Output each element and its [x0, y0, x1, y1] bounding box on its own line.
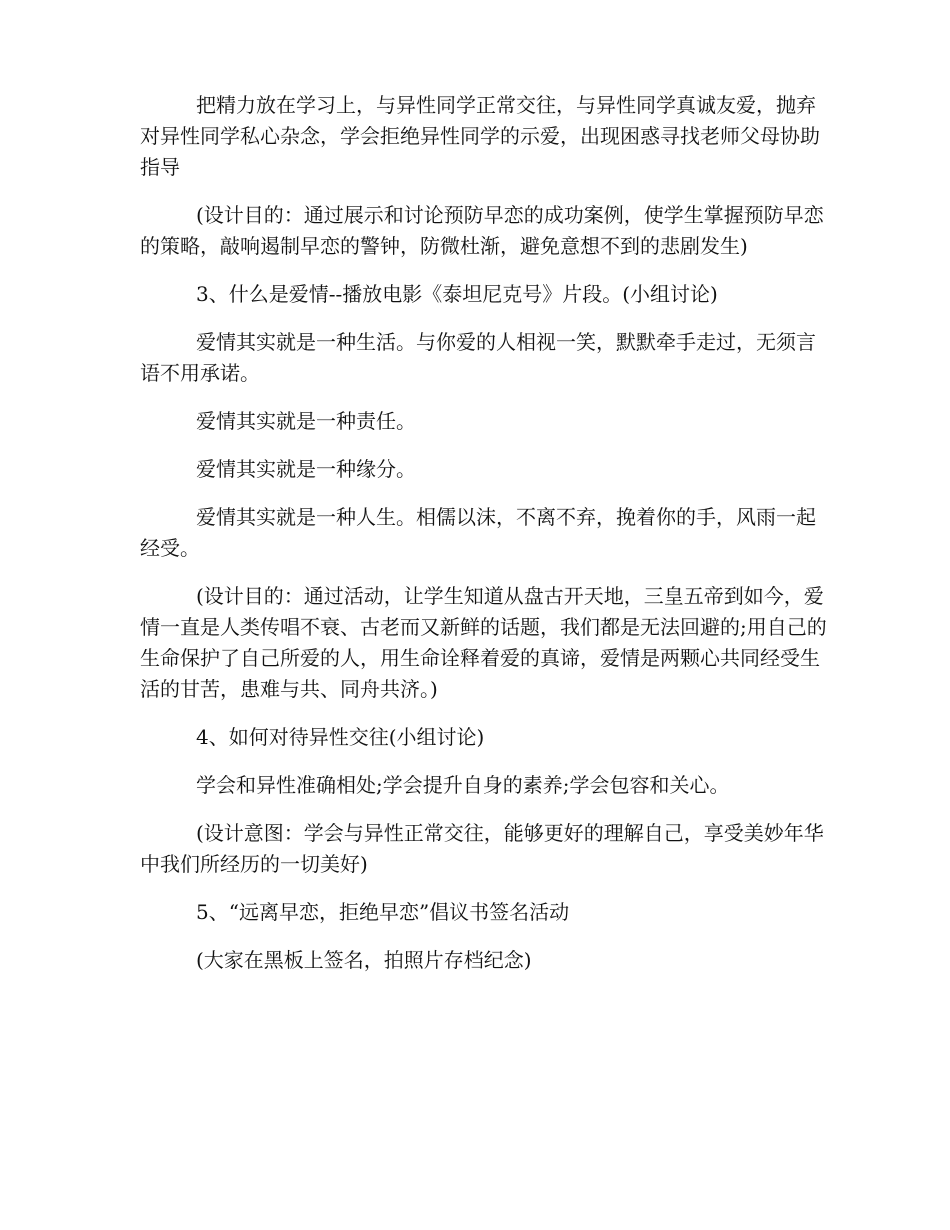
paragraph-8-design-purpose: (设计目的：通过活动，让学生知道从盘古开天地，三皇五帝到如今，爱情一直是人类传唱不衰、古老而又新鲜的话题，我们都是无法回避的;用自己的生命保护了自己所爱的人，用生命诠释着爱的真谛，爱情是两颗心共同经受生活的甘苦，患难与共、同舟共济。)	[140, 584, 827, 701]
paragraph-12-section-heading: 5、“远离早恋，拒绝早恋”倡议书签名活动	[196, 900, 570, 924]
paragraph-10: 学会和异性准确相处;学会提升自身的素养;学会包容和关心。	[196, 773, 730, 797]
paragraph-3-section-heading: 3、什么是爱情--播放电影《泰坦尼克号》片段。(小组讨论)	[196, 282, 718, 306]
paragraph-5: 爱情其实就是一种责任。	[196, 409, 416, 433]
paragraph-2-design-purpose: (设计目的：通过展示和讨论预防早恋的成功案例，使学生掌握预防早恋的策略，敲响遏制早恋的警钟，防微杜渐，避免意想不到的悲剧发生)	[140, 203, 824, 258]
paragraph-4: 爱情其实就是一种生活。与你爱的人相视一笑，默默牵手走过，无须言语不用承诺。	[140, 330, 816, 385]
paragraph-7: 爱情其实就是一种人生。相儒以沫，不离不弃，挽着你的手，风雨一起经受。	[140, 505, 816, 560]
document-page	[140, 90, 830, 993]
paragraph-11-design-intent: (设计意图：学会与异性正常交往，能够更好的理解自己，享受美妙年华中我们所经历的一切美好)	[140, 821, 824, 876]
paragraph-6: 爱情其实就是一种缘分。	[196, 457, 416, 481]
paragraph-9-section-heading: 4、如何对待异性交往(小组讨论)	[196, 725, 485, 749]
paragraph-13: (大家在黑板上签名，拍照片存档纪念)	[196, 948, 532, 972]
paragraph-1: 把精力放在学习上，与异性同学正常交往，与异性同学真诚友爱，抛弃对异性同学私心杂念，学会拒绝异性同学的示爱，出现困惑寻找老师父母协助指导	[140, 93, 820, 179]
